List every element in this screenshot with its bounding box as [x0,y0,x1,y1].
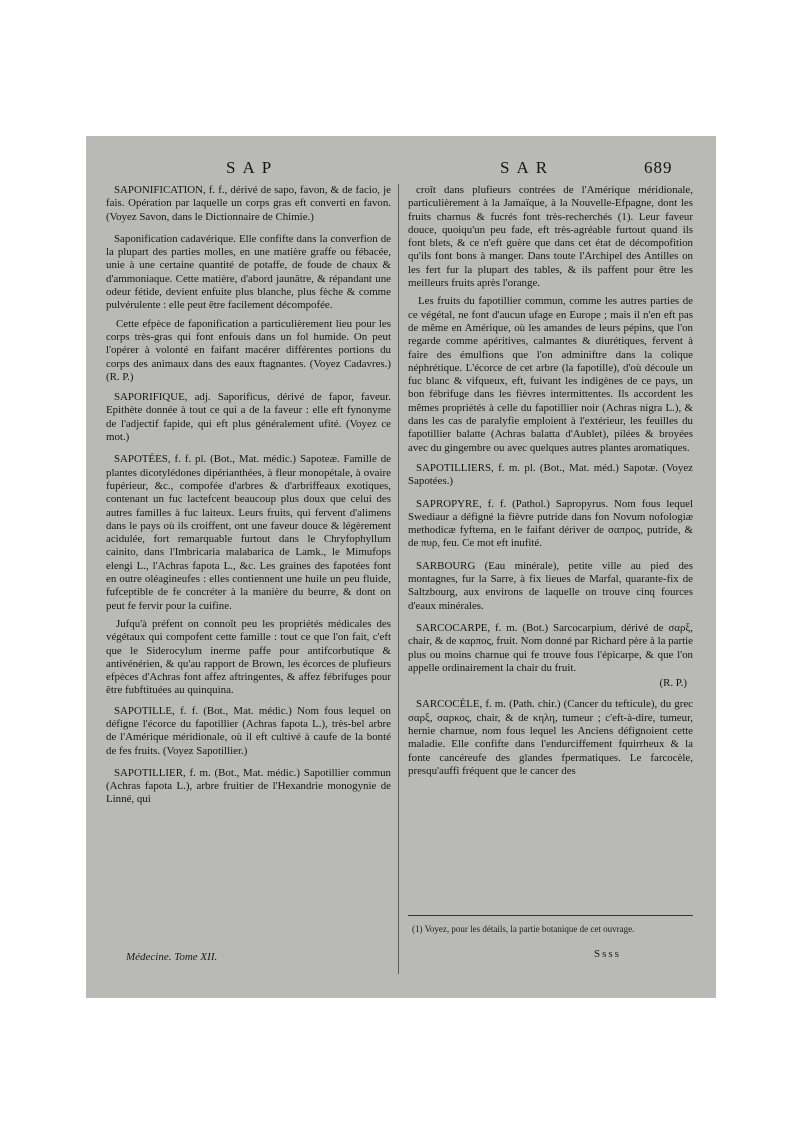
running-head-left: SAP [226,158,279,177]
footnote: (1) Voyez, pour les détails, la partie botanique de cet ouvrage. [412,924,635,934]
entry-sarcocarpe: SARCOCARPE, f. m. (Bot.) Sarcocarpium, dérivé de σαρξ, chair, & de καρπος, fruit. Nom donné par Richard père à la partie plus ou moins charnue qui fe trouve fous l'épicarpe, & que l'on appelle ordinairement la chair du fruit. [408,621,693,674]
entry-sapotees: SAPOTÉES, f. f. pl. (Bot., Mat. médic.) Sapoteæ. Famille de plantes dicotylédones dipérianthées, à fleur monopétale, à ovaire fupérieur, &c., compofée d'arbres & d'arbriffeaux exotiques, contenant un fuc lactefcent beaucoup plus doux que celui des autres familles à fuc laiteux. Leurs fruits, qui fervent d'alimens dans le pays où ils croiffent, ont une faveur douce & légèrement acidulée, fort remarquable furtout dans le Chryfophyllum cainito, dans l'Imbricaria malabarica de Lamk., le Mimufops elengi L., l'Achras fapota L., &c. Les graines des fapotées font en outre oléagineufes : elles contiennent une huile un peu fluide, fufceptible de fe concréter à la manière du beurre, & dont on peut fe fervir pour la cuifine. [106,453,391,612]
entry-sapotille: SAPOTILLE, f. f. (Bot., Mat. médic.) Nom fous lequel on défigne l'écorce du fapotillier (Achras fapota L.), très-bel arbre de l'Amérique méridionale, où il eft cultivé à caufe de la bonté de fes fruits. (Voyez Sapotillier.) [106,704,391,757]
entry-sapotilliers: SAPOTILLIERS, f. m. pl. (Bot., Mat. méd.) Sapotæ. (Voyez Sapotées.) [408,461,693,488]
signature-mark: Ssss [594,948,621,960]
entry-sarbourg: SARBOURG (Eau minérale), petite ville au pied des montagnes, fur la Sarre, à fix lieues de Marfal, quarante-fix de Saltzbourg, aux environs de laquelle on trouve cinq fources d'eaux minérales. [408,559,693,612]
entry-sapropyre: SAPROPYRE, f. f. (Pathol.) Sapropyrus. Nom fous lequel Swediaur a défigné la fièvre putride dans fon Novum nofologiæ methodicæ fyftema, en le faifant dériver de σαπρος, putride, & de πυρ, feu. Ce mot eft inufité. [408,497,693,550]
right-column [408,184,693,787]
volume-line: Médecine. Tome XII. [126,951,218,963]
entry-saponification: SAPONIFICATION, f. f., dérivé de sapo, favon, & de facio, je fais. Opération par laquelle un corps gras eft converti en favon. (Voyez Savon, dans le Dictionnaire de Chimie.) [106,184,391,223]
footnote-rule [408,915,693,916]
entry-saporifique: SAPORIFIQUE, adj. Saporificus, dérivé de fapor, faveur. Epithète donnée à tout ce qui a de la faveur : elle eft fynonyme de l'adjectif fapide, qui eft plus généralement ufité. (Voyez ce mot.) [106,391,391,444]
left-column [106,184,391,809]
paragraph-sapotillier-continued: croît dans plufieurs contrées de l'Amérique méridionale, particulièrement à la Jamaïque, à la Nouvelle-Efpagne, dont les fruits charnus & fucrés font très-recherchés (1). Leur faveur douce, quoiqu'un peu fade, eft très-agréable furtout quand ils font blets, & ce n'eft guère que dans cet état de décompofition qu'ils font bons à manger. Dans toute l'Archipel des Antilles on les fert fur la plupart des tables, & ils paffent pour être les meilleurs fruits après l'orange. [408,184,693,290]
entry-sapotillier: SAPOTILLIER, f. m. (Bot., Mat. médic.) Sapotillier commun (Achras fapota L.), arbre fruitier de l'Hexandrie monogynie de Linné, qui [106,766,391,806]
running-head-right: SAR [500,158,555,177]
column-divider [398,184,399,974]
author-initials: (R. P.) [659,677,687,690]
scanned-page [86,136,716,998]
entry-saponification-cadaverique: Saponification cadavérique. Elle confifte dans la converfion de la plupart des parties molles, en une matière graffe ou fébacée, unie à une certaine quantité de potaffe, de foude de chaux & d'ammoniaque. Cette matière, d'abord jaunâtre, & répandant une odeur fétide, devient enfuite plus blanche, plus fèche & comme pulvérulente : elle peut être facilement décompofée. [106,232,391,312]
paragraph-saponification-continued: Cette efpèce de faponification a particulièrement lieu pour les corps très-gras qui font enfouis dans un fol humide. On peut l'opérer à volonté en faifant macérer différentes portions du corps des animaux dans des eaux ftagnantes. (Voyez Cadavres.) (R. P.) [106,317,391,383]
entry-sarcocele: SARCOCÈLE, f. m. (Path. chir.) (Cancer du tefticule), du grec σαρξ, σαρκος, chair, & de κηλη, tumeur ; c'eft-à-dire, tumeur, hernie charnue, nom fous lequel les Anciens défignoient cette maladie. Elle confifte dans l'endurciffement fquirrheux & la fonte cancéreufe des glandes fpermatiques. Le farcocèle, presqu'auffi fréquent que le cancer des [408,698,693,777]
paragraph-sapotillier-uses: Les fruits du fapotillier commun, comme les autres parties de ce végétal, ne font d'aucun ufage en Europe ; mais il n'en eft pas de même en Amérique, où les amandes de leurs pépins, que l'on regarde comme apéritives, calmantes & diurétiques, fervent à faire des émulfions que l'on adminiftre dans la colique néphrétique. L'écorce de cet arbre (la fapotille), d'où découle un fuc blanc & vifqueux, eft, fuivant les indigènes de ce pays, un bon fébrifuge dans les fièvres intermittentes. Ils accordent les mêmes propriétés à celle du fapotillier noir (Achras nigra L.), & dans les cas de paralyfie emploient à l'extérieur, les feuilles du fapotillier balatte (Achras balatta d'Aublet), pilées & broyées avec du gingembre ou avec quelques autres plantes aromatiques. [408,295,693,454]
paragraph-sapotees-continued: Jufqu'à préfent on connoît peu les propriétés médicales des végétaux qui compofent cette famille : tout ce que l'on fait, c'eft que le Siderocylum inerme paffe pour antifcorbutique & antivénérien, & qu'au rapport de Brown, les écorces de plufieurs efpèces d'Achras font affez aftringentes, & affez fébrifuges pour être fubftituées au quinquina. [106,617,391,697]
page-number: 689 [644,158,673,177]
